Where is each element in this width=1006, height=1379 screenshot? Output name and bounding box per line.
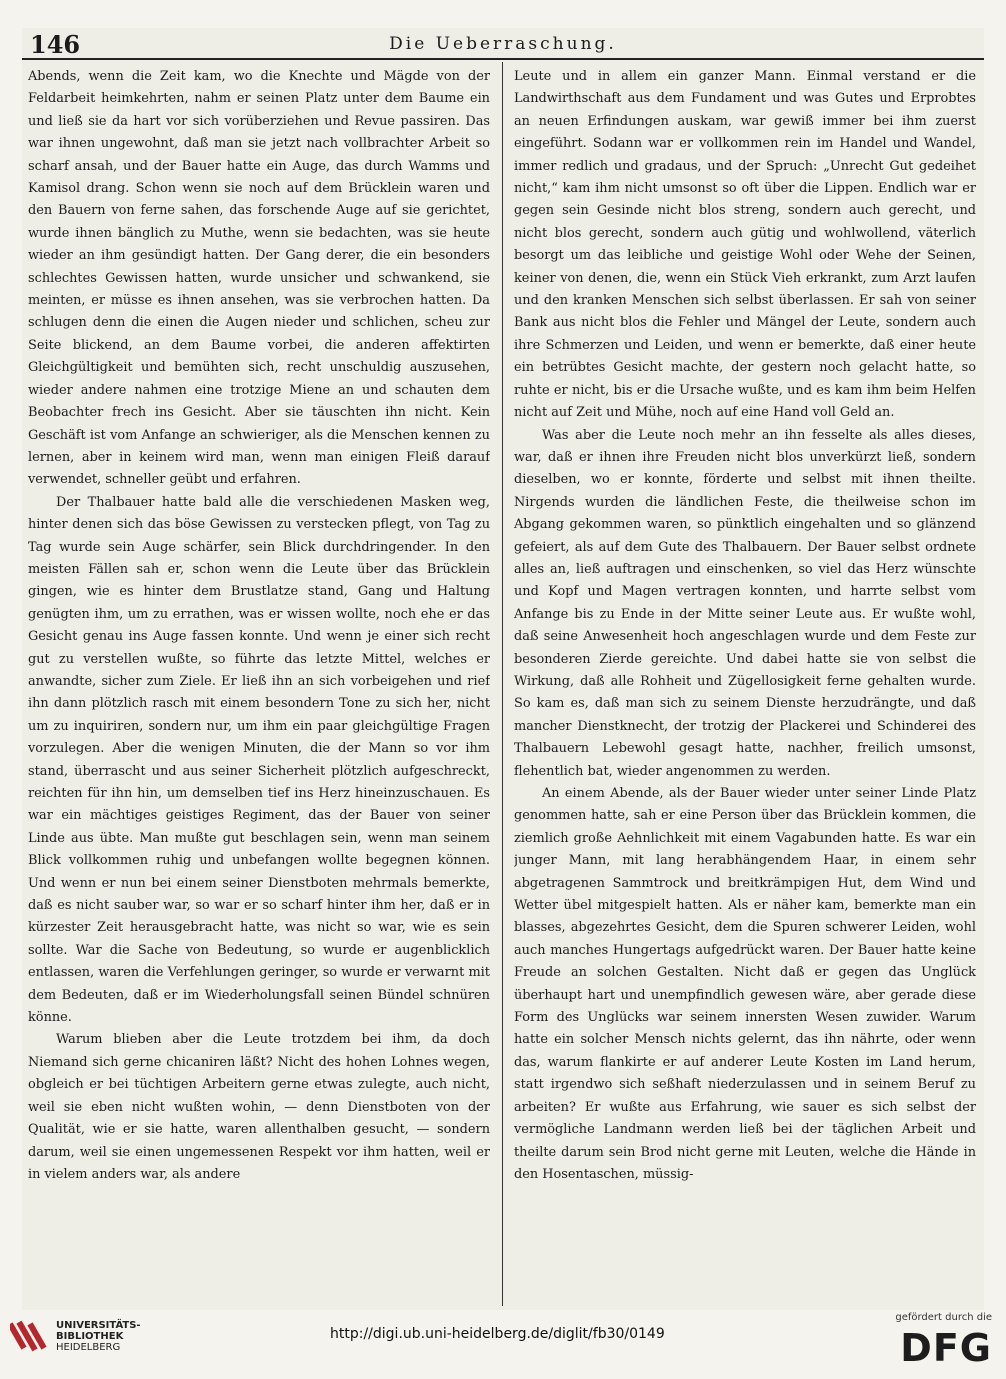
paragraph: Warum blieben aber die Leute trotzdem bei ihm, da doch Niemand sich gerne chicaniren läßt? Nicht des hohen Lohnes wegen, obgleich er bei tüchtigen Arbeitern gerne etwas zulegte, auch nicht, weil sie eben nicht wußten wohin, — denn Dienstboten von der Qualität, wie er sie hatte, waren allenthalben gesucht, — sondern darum, weil sie einen ungemessenen Respekt vor ihm hatten, weil er in vielem anders war, als andere [28, 1032, 490, 1182]
library-name [56, 1320, 141, 1353]
right-text-column [514, 66, 976, 1304]
dfg-mark: DFG [900, 1326, 992, 1370]
left-text-column [28, 66, 490, 1304]
page-number: 146 [30, 30, 81, 59]
viewer-footer [0, 1312, 1006, 1379]
paragraph: Der Thalbauer hatte bald alle die verschiedenen Masken weg, hinter denen sich das böse Gewissen zu verstecken pflegt, von Tag zu Tag wurde sein Auge schärfer, sein Blick durchdringender. In den meisten Fällen sah er, schon wenn die Leute über das Brücklein gingen, wie es hinter dem Brustlatze stand, Gang und Haltung genügten ihm, um zu errathen, was er wissen wollte, noch ehe er das Gesicht genau ins Auge fassen konnte. Und wenn je einer sich recht gut zu verstellen wußte, so führte das letzte Mittel, welches er anwandte, sicher zum Ziele. Er ließ ihn an sich vorbeigehen und rief ihn dann plötzlich rasch mit einem besondern Tone zu sich her, nicht um zu inquiriren, sondern nur, um ihm ein paar gleichgültige Fragen vorzulegen. Aber die wenigen Minuten, die der Mann so vor ihm stand, überrascht und aus seiner Sicherheit plötzlich aufgeschreckt, reichten für ihn hin, um demselben tief ins Herz hineinzuschauen. Es war ein mächtiges geistiges Regiment, das der Bauer von seiner Linde aus übte. Man mußte gut beschlagen sein, wenn man seinem Blick vollkommen ruhig und unbefangen wollte begegnen können. Und wenn er nun bei einem seiner Dienstboten mehrmals bemerkte, daß es nicht sauber war, so war er so scharf hinter ihm her, daß er in kürzester Zeit herausgebracht hatte, was nicht so war, wie es sein sollte. War die Sache von Bedeutung, so wurde er augenblicklich entlassen, waren die Verfehlungen geringer, so wurde er verwarnt mit dem Bedeuten, daß er im Wiederholungsfall seinen Bündel schnüren könne. [28, 494, 490, 1026]
column-divider [502, 62, 503, 1306]
library-line-2: BIBLIOTHEK [56, 1331, 124, 1342]
library-line-1: UNIVERSITÄTS- [56, 1320, 141, 1331]
paragraph: Leute und in allem ein ganzer Mann. Einmal verstand er die Landwirthschaft aus dem Fundament und was Gutes und Erprobtes an neuen Erfindungen auskam, war gewiß immer bei ihm zuerst eingeführt. Sodann war er vollkommen rein im Handel und Wandel, immer redlich und gradaus, und der Spruch: „Unrecht Gut gedeihet nicht,“ kam ihm nicht umsonst so oft über die Lippen. Endlich war er gegen sein Gesinde nicht blos streng, sondern auch gerecht, und nicht blos gerecht, sondern auch gütig und wohlwollend, väterlich besorgt um das leibliche und geistige Wohl oder Wehe der Seinen, keiner von denen, die, wenn ein Stück Vieh erkrankt, zum Arzt laufen und den kranken Menschen sich selbst überlassen. Er sah von seiner Bank aus nicht blos die Fehler und Mängel der Leute, sondern auch ihre Schmerzen und Leiden, und wenn er bemerkte, daß einer heute ein betrübtes Gesicht machte, der gestern noch gelacht hatte, so ruhte er nicht, bis er die Ursache wußte, und es kam ihm beim Helfen nicht auf Zeit und Mühe, noch auf eine Hand voll Geld an. [514, 69, 976, 421]
paragraph: An einem Abende, als der Bauer wieder unter seiner Linde Platz genommen hatte, sah er eine Person über das Brücklein kommen, die ziemlich große Aehnlichkeit mit einem Vagabunden hatte. Es war ein junger Mann, mit lang herabhängendem Haar, in einem sehr abgetragenen Sammtrock und breitkrämpigen Hut, dem Wind und Wetter übel mitgespielt hatten. Als er näher kam, bemerkte man ein blasses, abgezehrtes Gesicht, dem die Spuren schwerer Leiden, wohl auch manches Hungertags aufgedrückt waren. Der Bauer hatte keine Freude an solchen Gestalten. Nicht daß er gegen das Unglück überhaupt hart und unempfindlich gewesen wäre, aber gerade diese Form des Unglücks war seinem innersten Wesen zuwider. Warum hatte ein solcher Mensch nichts gelernt, das ihn nährte, oder wenn das, warum flankirte er auf anderer Leute Kosten im Land herum, statt irgendwo sich seßhaft niederzulassen und in seinem Beruf zu arbeiten? Er wußte aus Erfahrung, wie sauer es sich selbst der vermögliche Landmann werden ließ bei der täglichen Arbeit und theilte darum sein Brod nicht gerne mit Leuten, welche die Hände in den Hosentaschen, müssig- [514, 786, 976, 1182]
dfg-caption: gefördert durch die [895, 1312, 992, 1323]
running-title: Die Ueberraschung. [389, 34, 617, 54]
university-library-logo[interactable] [10, 1314, 160, 1364]
paragraph: Was aber die Leute noch mehr an ihn fesselte als alles dieses, war, daß er ihnen ihre Freuden nicht blos unverkürzt ließ, sondern dieselben, wo er konnte, förderte und selbst mit ihnen theilte. Nirgends wurden die ländlichen Feste, die theilweise schon im Abgang gekommen waren, so pünktlich eingehalten und so glänzend gefeiert, als auf dem Gute des Thalbauern. Der Bauer selbst ordnete alles an, ließ auftragen und einschenken, so viel das Herz wünschte und Kopf und Magen vertragen konnten, und harrte selbst vom Anfange bis zu Ende in der Mitte seiner Leute aus. Er wußte wohl, daß seine Anwesenheit hoch angeschlagen wurde und dem Feste zur besonderen Zierde gereichte. Und dabei hatte sie von selbst die Wirkung, daß alle Rohheit und Zügellosigkeit ferne gehalten wurde. So kam es, daß man sich zu seinem Dienste herzudrängte, und daß mancher Dienstknecht, der trotzig der Plackerei und Schinderei des Thalbauern Lebewohl gesagt hatte, nachher, freilich umsonst, flehentlich bat, wieder angenommen zu werden. [514, 427, 976, 779]
page-header [22, 28, 984, 60]
library-shield-icon [10, 1316, 50, 1356]
library-line-3: HEIDELBERG [56, 1342, 121, 1353]
newspaper-page [22, 28, 984, 1310]
paragraph: Abends, wenn die Zeit kam, wo die Knechte und Mägde von der Feldarbeit heimkehrten, nahm er seinen Platz unter dem Baume ein und ließ sie da hart vor sich vorüberziehen und Revue passiren. Das war ihnen ungewohnt, daß man sie jetzt nach vollbrachter Arbeit so scharf ansah, und der Bauer hatte ein Auge, das durch Wamms und Kamisol drang. Schon wenn sie noch auf dem Brücklein waren und den Bauern von ferne sahen, das forschende Auge auf sie gerichtet, wurde ihnen bänglich zu Muthe, wenn sie bedachten, was sie heute wieder an ihm gesündigt hatten. Der Gang derer, die ein besonders schlechtes Gewissen hatten, wurde unsicher und schwankend, sie meinten, er müsse es ihnen ansehen, was sie verbrochen hatten. Da schlugen denn die einen die Augen nieder und schlichen, scheu zur Seite blickend, an dem Baume vorbei, die anderen affektirten Gleichgültigkeit und bemühten sich, recht unschuldig auszusehen, wieder andere nahmen eine trotzige Miene an und schauten dem Beobachter frech ins Gesicht. Aber sie täuschten ihn nicht. Kein Geschäft ist vom Anfange an schwieriger, als die Menschen kennen zu lernen, aber in keinem wird man, wenn man einigen Fleiß darauf verwendet, schneller geübt und erfahren. [28, 69, 490, 488]
permalink-url[interactable]: http://digi.ub.uni-heidelberg.de/diglit/fb30/0149 [330, 1326, 665, 1342]
dfg-logo[interactable] [882, 1312, 992, 1372]
